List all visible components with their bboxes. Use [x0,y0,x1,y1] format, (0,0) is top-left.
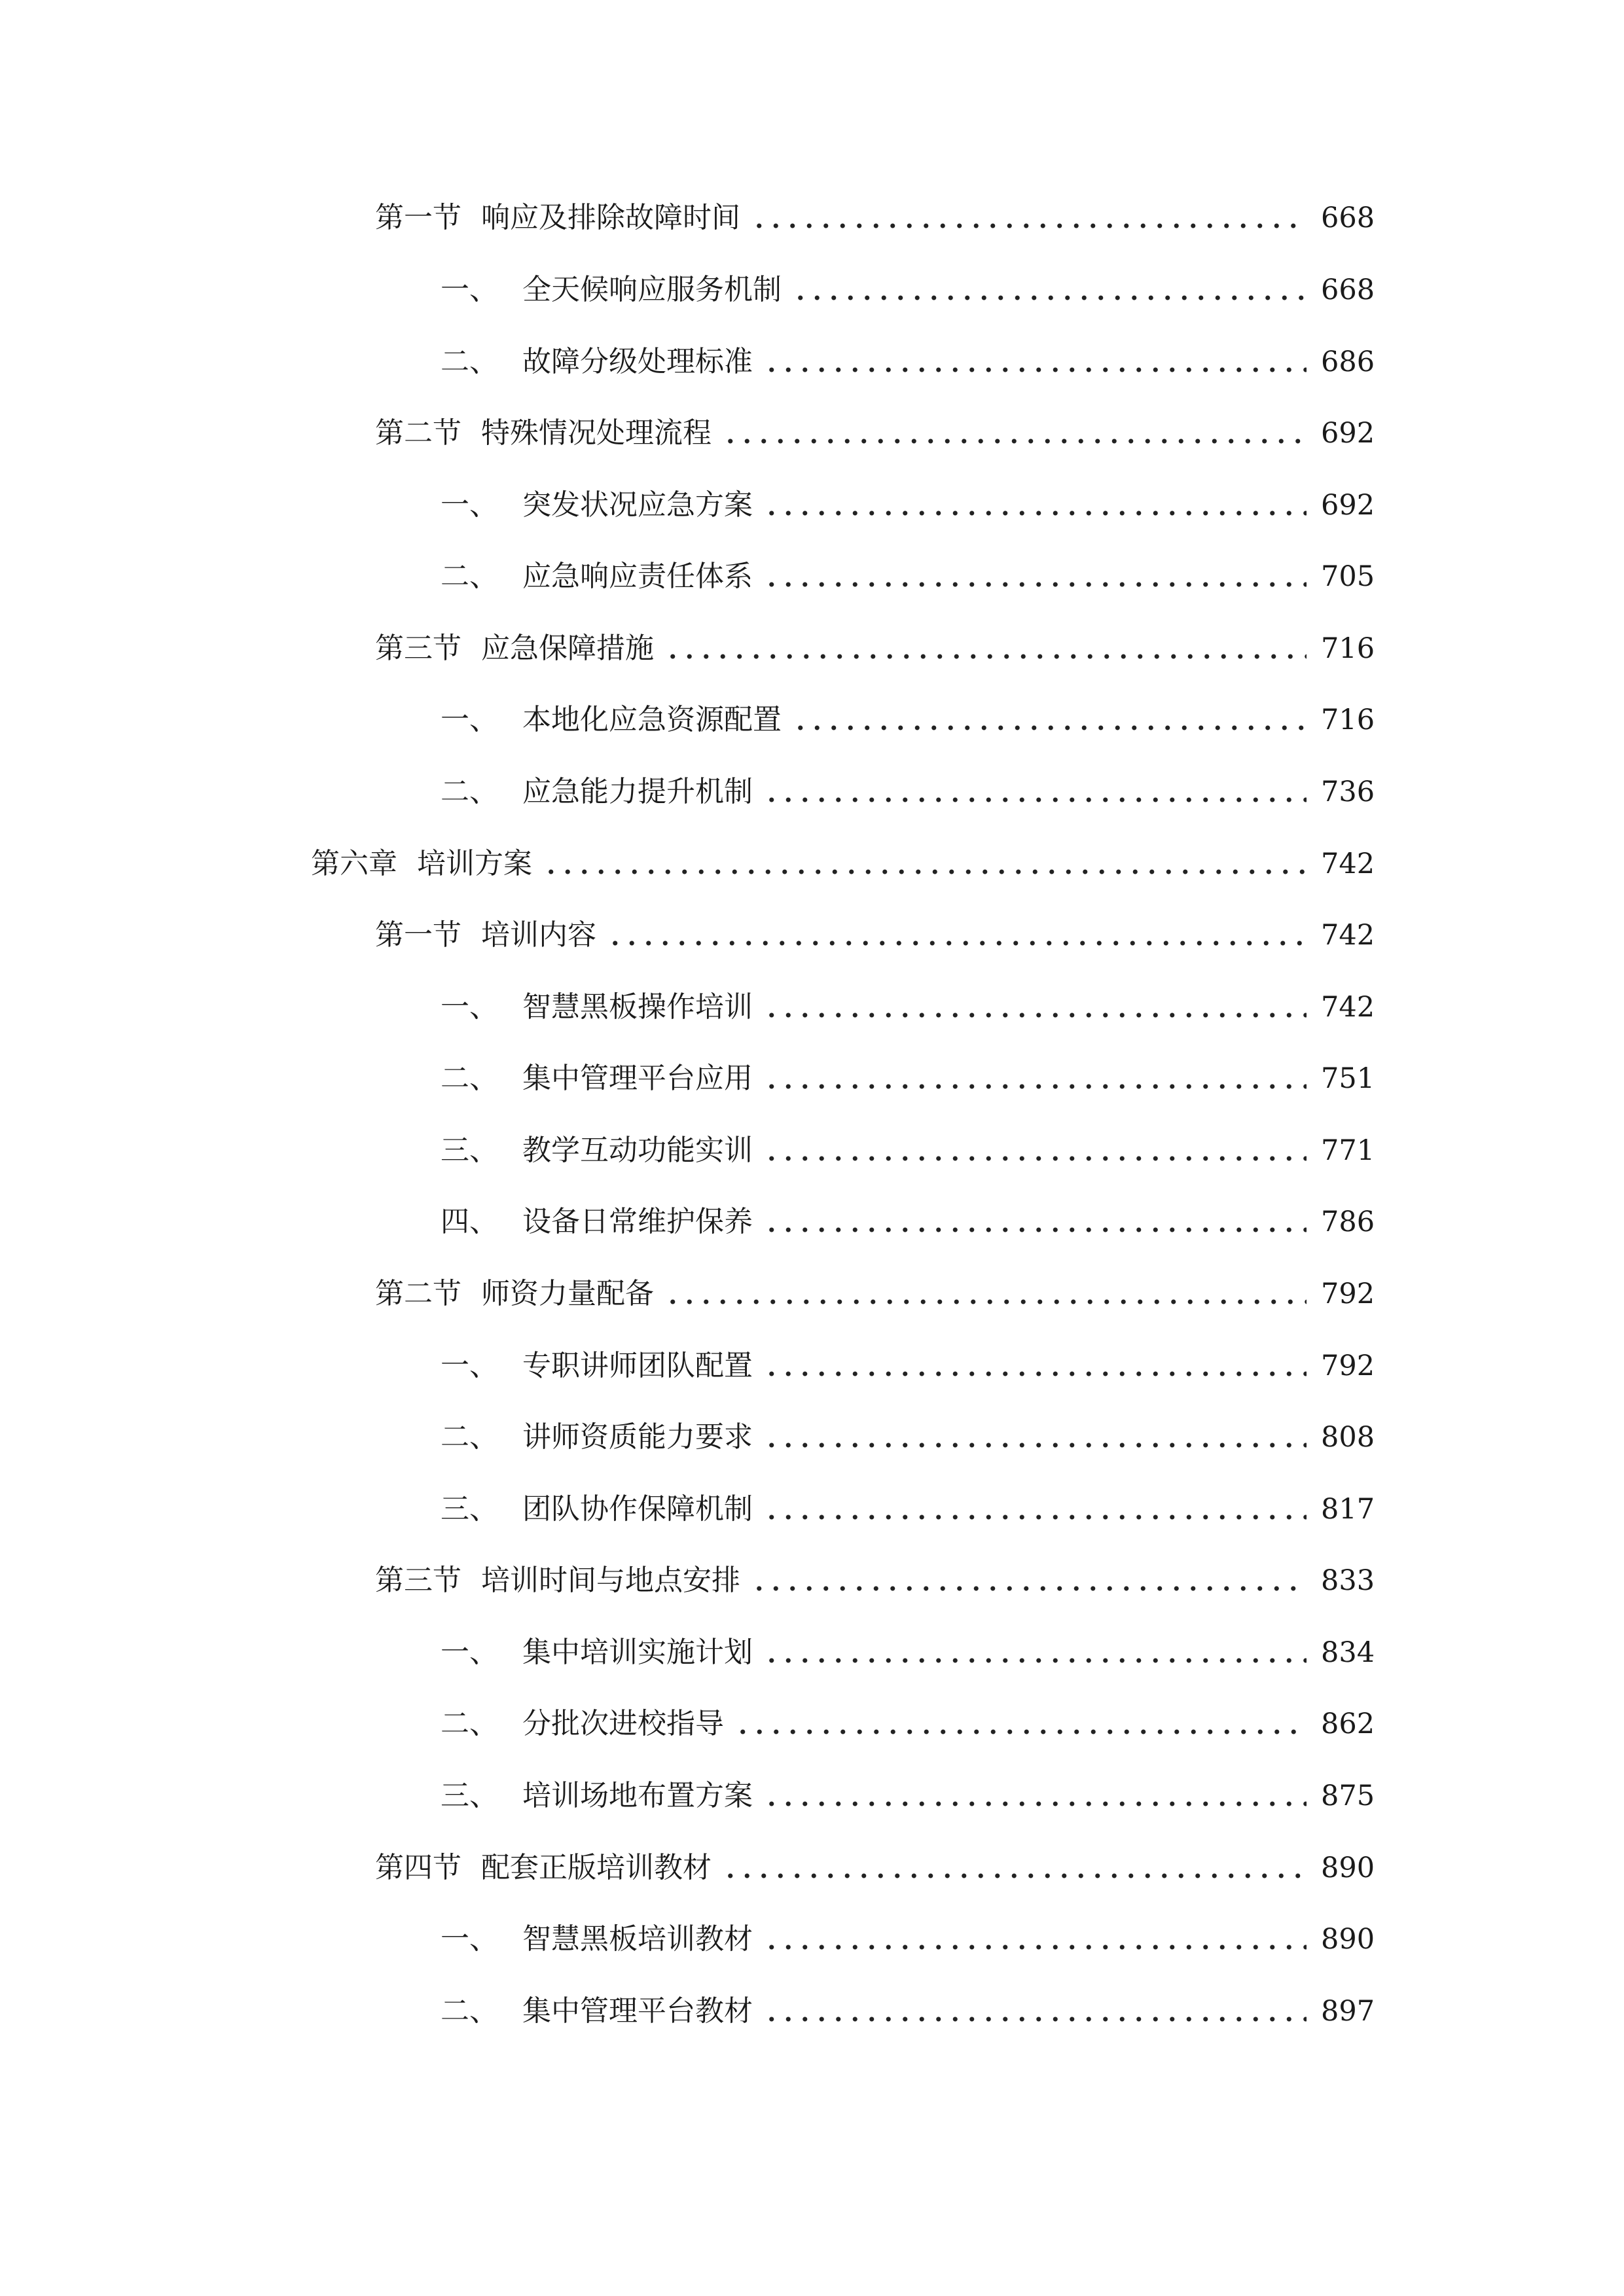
toc-label: 三、 [441,1492,498,1526]
toc-page-number: 705 [1321,560,1375,593]
toc-row[interactable] [441,1343,1375,1389]
toc-label: 第二节 [375,1277,461,1310]
toc-label: 二、 [441,1420,498,1454]
toc-row[interactable] [311,841,1375,887]
dot-leader [763,1486,1307,1532]
toc-row[interactable] [375,626,1375,672]
toc-row[interactable] [441,1630,1375,1676]
toc-row[interactable] [441,339,1375,385]
dot-leader [722,410,1307,456]
toc-label: 二、 [441,345,498,378]
dot-leader [763,1199,1307,1245]
dot-leader [763,1414,1307,1460]
toc-row[interactable] [441,1486,1375,1532]
toc-page-number: 742 [1321,919,1375,952]
toc-row[interactable] [441,267,1375,313]
dot-leader [763,1988,1307,2034]
toc-row[interactable] [375,1271,1375,1317]
toc-row[interactable] [375,1558,1375,1604]
toc-page-number: 786 [1321,1206,1375,1238]
toc-page-number: 808 [1321,1421,1375,1454]
toc-page-number: 742 [1321,991,1375,1024]
dot-leader [664,626,1307,672]
toc-page-number: 692 [1321,489,1375,522]
toc-title: 培训方案 [417,847,532,880]
toc-page-number: 686 [1321,346,1375,378]
toc-page-number: 875 [1321,1780,1375,1812]
toc-label: 一、 [441,1636,498,1669]
toc-page-number: 890 [1321,1923,1375,1956]
toc-label: 三、 [441,1134,498,1167]
toc-title: 培训时间与地点安排 [481,1564,740,1597]
dot-leader [664,1271,1307,1317]
toc-label: 一、 [441,1922,498,1956]
dot-leader [763,1773,1307,1819]
toc-title: 应急响应责任体系 [522,560,753,593]
toc-title: 集中管理平台应用 [522,1062,753,1095]
toc-row[interactable] [441,984,1375,1030]
toc-title: 培训场地布置方案 [522,1779,753,1812]
dot-leader [734,1701,1307,1747]
toc-title: 突发状况应急方案 [522,488,753,522]
toc-label: 二、 [441,1062,498,1095]
toc-title: 设备日常维护保养 [522,1205,753,1238]
toc-page-number: 834 [1321,1636,1375,1669]
toc-page-number: 736 [1321,776,1375,808]
toc-title: 故障分级处理标准 [522,345,753,378]
toc-page-number: 692 [1321,417,1375,450]
toc-label: 二、 [441,1707,498,1740]
toc-title: 智慧黑板操作培训 [522,990,753,1024]
dot-leader [763,1128,1307,1174]
toc-label: 二、 [441,775,498,808]
toc-label: 一、 [441,703,498,736]
toc-row[interactable] [441,1773,1375,1819]
toc-page-number: 817 [1321,1493,1375,1526]
toc-page-number: 862 [1321,1708,1375,1740]
toc-row[interactable] [441,482,1375,528]
toc-row[interactable] [441,1056,1375,1102]
toc-page-number: 751 [1321,1062,1375,1095]
dot-leader [763,1056,1307,1102]
toc-title: 师资力量配备 [481,1277,654,1310]
toc-label: 第三节 [375,632,461,665]
dot-leader [543,841,1307,887]
toc-title: 智慧黑板培训教材 [522,1922,753,1956]
toc-page-number: 833 [1321,1564,1375,1597]
toc-label: 二、 [441,560,498,593]
toc-label: 一、 [441,273,498,306]
toc-title: 讲师资质能力要求 [522,1420,753,1454]
dot-leader [763,769,1307,815]
toc-title: 响应及排除故障时间 [481,201,740,234]
toc-page-number: 792 [1321,1278,1375,1310]
dot-leader [751,195,1307,241]
toc-title: 特殊情况处理流程 [481,416,712,450]
toc-label: 第一节 [375,918,461,952]
toc-title: 专职讲师团队配置 [522,1349,753,1382]
toc-row[interactable] [375,912,1375,958]
toc-title: 应急能力提升机制 [522,775,753,808]
toc-page-number: 716 [1321,632,1375,665]
dot-leader [792,267,1307,313]
toc-page-number: 771 [1321,1134,1375,1167]
toc-title: 全天候响应服务机制 [522,273,782,306]
toc-title: 本地化应急资源配置 [522,703,782,736]
toc-row[interactable] [375,1845,1375,1891]
dot-leader [751,1558,1307,1604]
toc-label: 二、 [441,1994,498,2028]
toc-page-number: 668 [1321,274,1375,306]
toc-page-number: 792 [1321,1350,1375,1382]
toc-title: 培训内容 [481,918,596,952]
toc-title: 集中培训实施计划 [522,1636,753,1669]
toc-row[interactable] [441,1414,1375,1460]
dot-leader [763,1916,1307,1962]
toc-label: 第三节 [375,1564,461,1597]
toc-label: 第一节 [375,201,461,234]
toc-row[interactable] [441,769,1375,815]
toc-label: 一、 [441,1349,498,1382]
toc-label: 一、 [441,990,498,1024]
toc-title: 应急保障措施 [481,632,654,665]
dot-leader [763,554,1307,600]
toc-title: 分批次进校指导 [522,1707,724,1740]
dot-leader [763,1630,1307,1676]
toc-page-number: 716 [1321,704,1375,736]
toc-title: 团队协作保障机制 [522,1492,753,1526]
dot-leader [763,482,1307,528]
toc-label: 三、 [441,1779,498,1812]
toc-row[interactable] [375,195,1375,241]
toc-label: 第二节 [375,416,461,450]
dot-leader [607,912,1307,958]
toc-row[interactable] [441,554,1375,600]
toc-page-number: 668 [1321,202,1375,234]
toc-row[interactable] [441,1988,1375,2034]
toc-row[interactable] [441,1128,1375,1174]
toc-row[interactable] [441,1199,1375,1245]
dot-leader [722,1845,1307,1891]
toc-label: 一、 [441,488,498,522]
dot-leader [792,697,1307,743]
toc-label: 第六章 [311,847,397,880]
toc-page-number: 742 [1321,848,1375,880]
toc-title: 配套正版培训教材 [481,1851,712,1884]
toc-page-number: 897 [1321,1995,1375,2028]
dot-leader [763,984,1307,1030]
toc-row[interactable] [441,1701,1375,1747]
toc-label: 四、 [441,1205,498,1238]
toc-title: 集中管理平台教材 [522,1994,753,2028]
toc-row[interactable] [441,697,1375,743]
toc-row[interactable] [375,410,1375,456]
toc-label: 第四节 [375,1851,461,1884]
dot-leader [763,339,1307,385]
toc-row[interactable] [441,1916,1375,1962]
toc-page-number: 890 [1321,1852,1375,1884]
dot-leader [763,1343,1307,1389]
toc-title: 教学互动功能实训 [522,1134,753,1167]
